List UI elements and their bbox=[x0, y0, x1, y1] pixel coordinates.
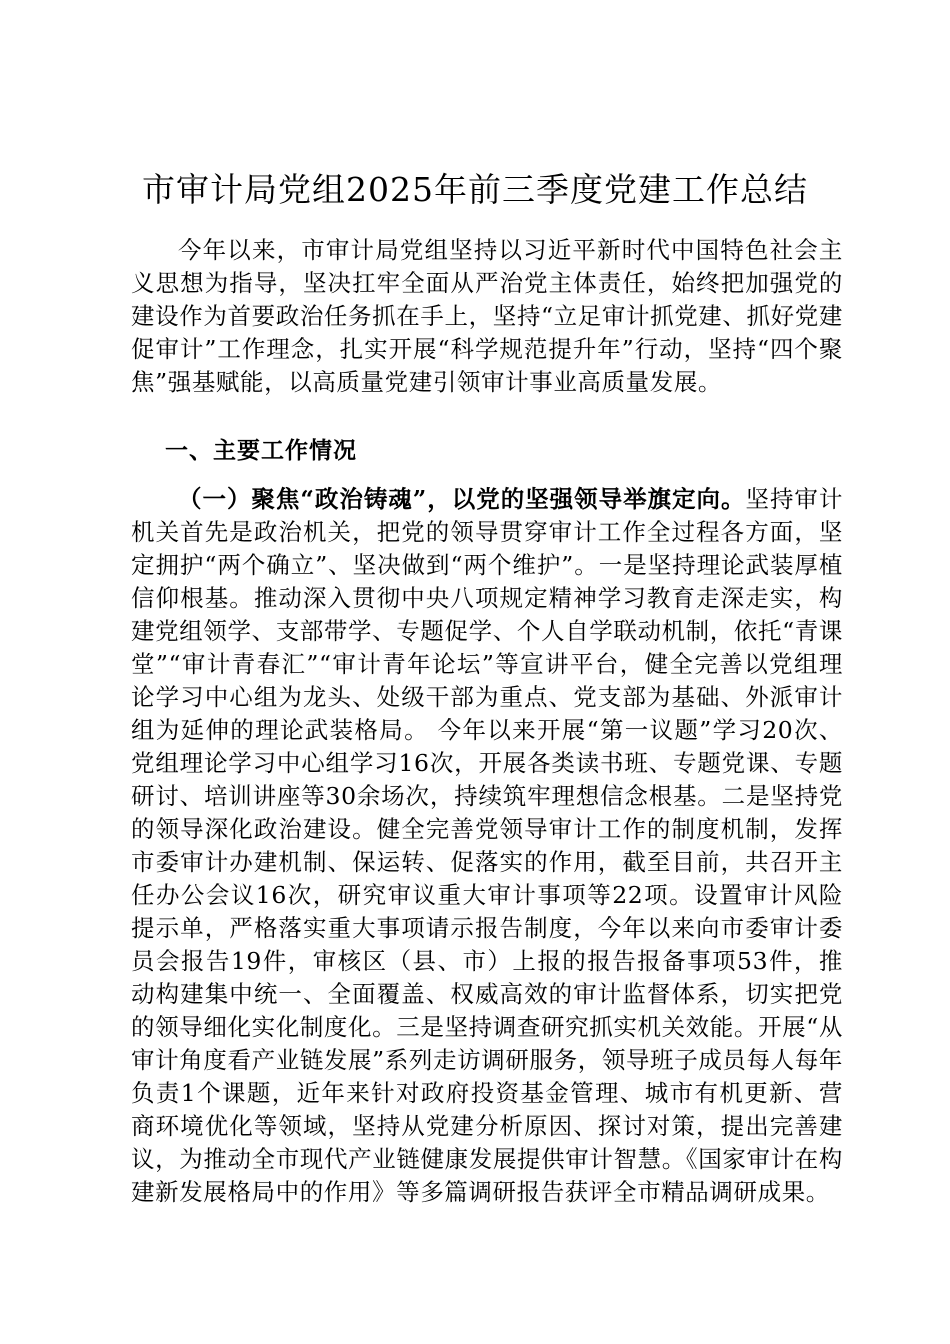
subsection-paragraph bbox=[131, 483, 843, 1209]
document-title: 市审计局党组2025年前三季度党建工作总结 bbox=[142, 170, 808, 209]
subsection-lead: （一）聚焦“政治铸魂”，以党的坚强领导举旗定向。 bbox=[178, 485, 746, 513]
intro-paragraph: 今年以来，市审计局党组坚持以习近平新时代中国特色社会主义思想为指导，坚决扛牢全面从严治党主体责任，始终把加强党的建设作为首要政治任务抓在手上，坚持“立足审计抓党建、抓好党建促审计”工作理念，扎实开展“科学规范提升年”行动，坚持“四个聚焦”强基赋能，以高质量党建引领审计事业高质量发展。 bbox=[131, 236, 843, 396]
section-heading: 一、主要工作情况 bbox=[165, 437, 357, 464]
subsection-body: 坚持审计机关首先是政治机关，把党的领导贯穿审计工作全过程各方面，坚定拥护“两个确立”、坚决做到“两个维护”。一是坚持理论武装厚植信仰根基。推动深入贯彻中央八项规定精神学习教育走深走实，构建党组领学、支部带学、专题促学、个人自学联动机制，依托“青课堂”“审计青春汇”“审计青年论坛”等宣讲平台，健全完善以党组理论学习中心组为龙头、处级干部为重点、党支部为基础、外派审计组为延伸的理论武装格局。 今年以来开展“第一议题”学习20次、党组理论学习中心组学习16次，开展各类读书班、专题党课、专题研讨、培训讲座等30余场次，持续筑牢理想信念根基。二是坚持党的领导深化政治建设。健全完善党领导审计工作的制度机制，发挥市委审计办建机制、保运转、促落实的作用，截至目前，共召开主任办公会议16次，研究审议重大审计事项等22项。设置审计风险提示单，严格落实重大事项请示报告制度，今年以来向市委审计委员会报告19件，审核区（县、市）上报的报告报备事项53件，推动构建集中统一、全面覆盖、权威高效的审计监督体系，切实把党的领导细化实化制度化。三是坚持调查研究抓实机关效能。开展“从审计角度看产业链发展”系列走访调研服务，领导班子成员每人每年负责1个课题，近年来针对政府投资基金管理、城市有机更新、营商环境优化等领域，坚持从党建分析原因、探讨对策，提出完善建议，为推动全市现代产业链健康发展提供审计智慧。《国家审计在构建新发展格局中的作用》等多篇调研报告获评全市精品调研成果。 bbox=[131, 485, 843, 1206]
